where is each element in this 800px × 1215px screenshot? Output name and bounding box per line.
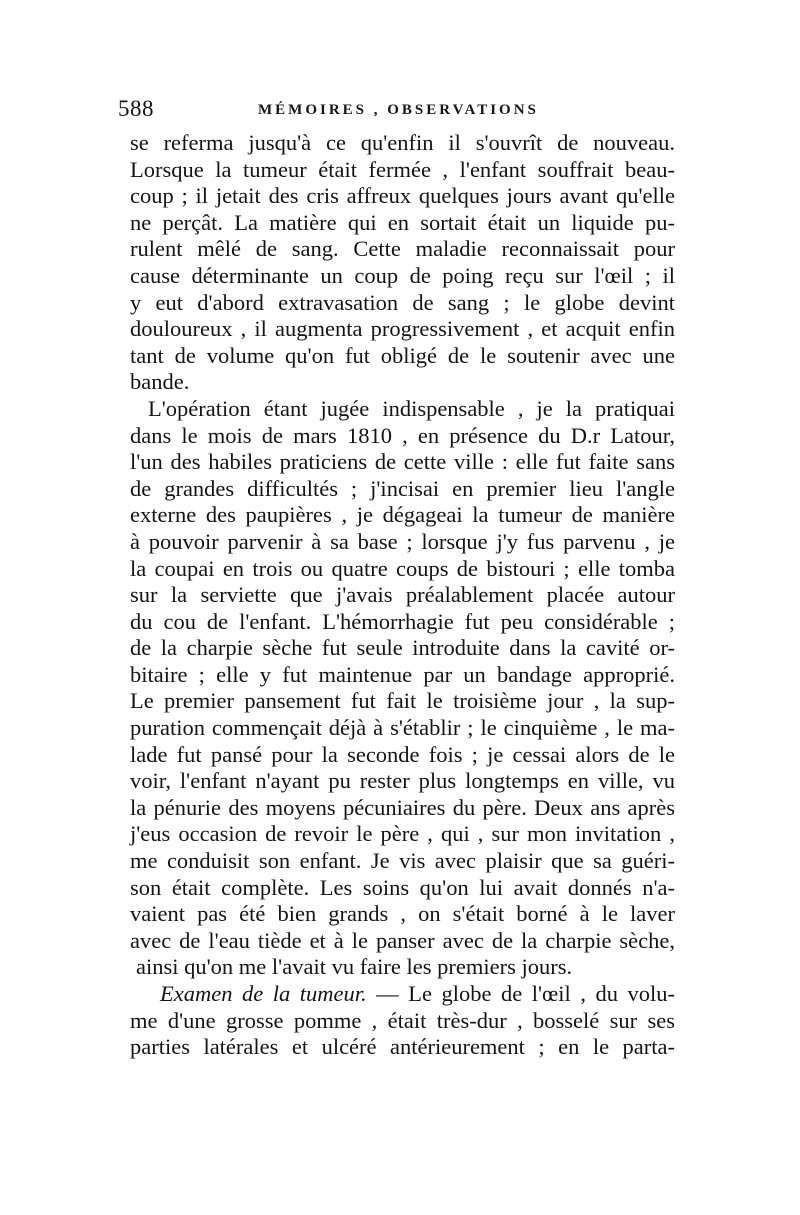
text-line: L'opération étant jugée indispensable , je la pratiquai	[148, 395, 675, 421]
text-line: cause déterminante un coup de poing reçu sur l'œil ; il	[130, 262, 675, 288]
text-line: Lorsque la tumeur était fermée , l'enfant souffrait beau-	[130, 156, 675, 182]
page-number: 588	[118, 96, 154, 121]
text-line-continuation: — Le globe de l'œil , du volu-	[366, 981, 675, 1006]
text-line: sur la serviette que j'avais préalablement placée autour	[130, 582, 675, 608]
section-heading-italic: Examen de la tumeur.	[160, 981, 367, 1006]
text-line: du cou de l'enfant. L'hémorrhagie fut peu considérable ;	[130, 608, 675, 634]
page-header	[118, 96, 678, 126]
text-line: me d'une grosse pomme , était très-dur , bosselé sur ses	[130, 1007, 675, 1033]
text-line: lade fut pansé pour la seconde fois ; je cessai alors de le	[130, 741, 675, 767]
text-line: puration commençait déjà à s'établir ; le cinquième , le ma-	[130, 715, 675, 741]
body-text	[130, 130, 675, 1061]
text-line: de grandes difficultés ; j'incisai en premier lieu l'angle	[130, 475, 675, 501]
text-line: avec de l'eau tiède et à le panser avec de la charpie sèche,	[130, 927, 675, 953]
text-line: bitaire ; elle y fut maintenue par un bandage approprié.	[130, 661, 675, 687]
text-line	[130, 981, 675, 1008]
text-line: bande.	[130, 369, 190, 395]
text-line: parties latérales et ulcéré antérieurement ; en le parta-	[130, 1034, 675, 1060]
text-line: de la charpie sèche fut seule introduite dans la cavité or-	[130, 635, 675, 661]
text-line: voir, l'enfant n'ayant pu rester plus longtemps en ville, vu	[130, 768, 675, 794]
text-line: rulent mêlé de sang. Cette maladie reconnaissait pour	[130, 236, 675, 262]
text-line: l'un des habiles praticiens de cette ville : elle fut faite sans	[130, 449, 675, 475]
text-line: ainsi qu'on me l'avait vu faire les premiers jours.	[136, 954, 573, 980]
text-line: dans le mois de mars 1810 , en présence du D.r Latour,	[130, 422, 675, 448]
text-line: y eut d'abord extravasation de sang ; le globe devint	[130, 289, 675, 315]
running-head: MÉMOIRES , OBSERVATIONS	[258, 102, 539, 118]
text-line: Le premier pansement fut fait le troisième jour , la sup-	[130, 688, 675, 714]
text-line: à pouvoir parvenir à sa base ; lorsque j'y fus parvenu , je	[130, 528, 675, 554]
text-line: externe des paupières , je dégageai la tumeur de manière	[130, 502, 675, 528]
text-line: douloureux , il augmenta progressivement , et acquit enfin	[130, 316, 675, 342]
text-line: me conduisit son enfant. Je vis avec plaisir que sa guéri-	[130, 848, 675, 874]
text-line: tant de volume qu'on fut obligé de le soutenir avec une	[130, 342, 675, 368]
text-line: la pénurie des moyens pécuniaires du père. Deux ans après	[130, 794, 675, 820]
text-line: la coupai en trois ou quatre coups de bistouri ; elle tomba	[130, 555, 675, 581]
text-line: ne perçât. La matière qui en sortait était un liquide pu-	[130, 209, 675, 235]
text-line: se referma jusqu'à ce qu'enfin il s'ouvrît de nouveau.	[130, 130, 675, 155]
text-line: son était complète. Les soins qu'on lui avait donnés n'a-	[130, 874, 675, 900]
text-line: vaient pas été bien grands , on s'était borné à le laver	[130, 901, 675, 927]
text-line: j'eus occasion de revoir le père , qui , sur mon invitation ,	[130, 821, 675, 847]
text-line: coup ; il jetait des cris affreux quelques jours avant qu'elle	[130, 183, 675, 209]
